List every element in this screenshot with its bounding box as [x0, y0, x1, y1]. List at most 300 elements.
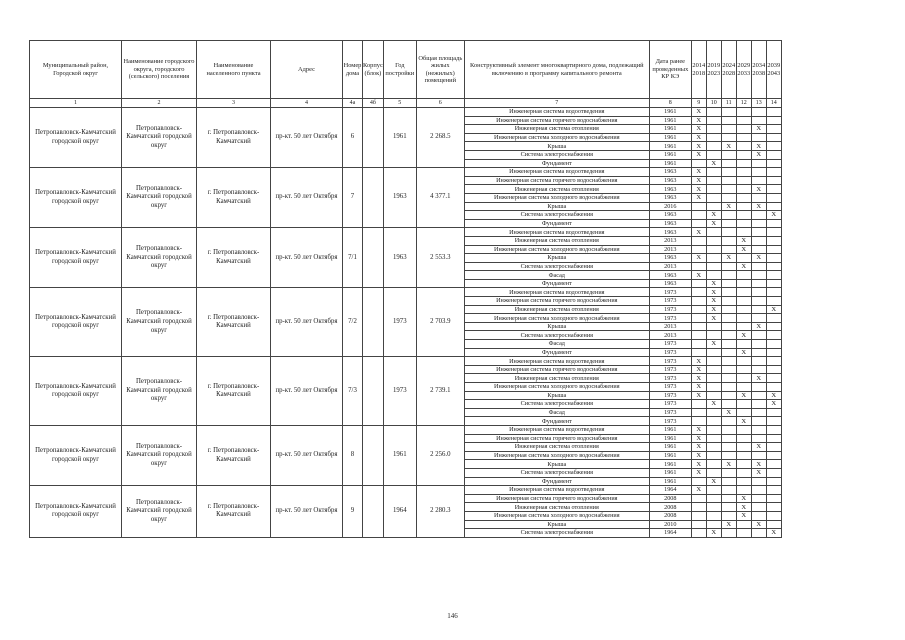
x-mark: X [756, 185, 762, 193]
header-address: Адрес [271, 41, 343, 99]
house-address: пр-кт. 50 лет Октября [271, 288, 343, 357]
period-mark-cell [721, 425, 736, 434]
period-mark-cell [751, 245, 766, 254]
period-mark-cell [721, 176, 736, 185]
period-mark-cell [721, 468, 736, 477]
period-mark-cell [736, 494, 751, 503]
period-mark-cell [751, 193, 766, 202]
header-district: Муниципальный район, Городской округ [30, 41, 122, 99]
house-district: Петропавловск-Камчатский городской округ [30, 288, 122, 357]
period-mark-cell [721, 417, 736, 426]
house-settlement: Петропавловск-Камчатский городской округ [122, 228, 197, 288]
element-last-repair-date: 1963 [649, 176, 691, 185]
period-mark-cell [766, 176, 781, 185]
element-last-repair-date: 1973 [649, 408, 691, 417]
period-mark-cell [766, 494, 781, 503]
period-mark-cell [706, 451, 721, 460]
element-name: Инженерная система отопления [464, 236, 649, 245]
period-mark-cell [736, 529, 751, 538]
period-mark-cell [721, 262, 736, 271]
element-name: Инженерная система водоотведения [464, 486, 649, 495]
period-mark-cell [706, 520, 721, 529]
period-mark-cell [721, 331, 736, 340]
element-last-repair-date: 1963 [649, 168, 691, 177]
header-period-2034-2038: 2034 2038 [751, 41, 766, 99]
period-mark-cell [706, 116, 721, 125]
period-mark-cell [706, 365, 721, 374]
x-mark: X [771, 305, 777, 313]
period-mark-cell [751, 400, 766, 409]
element-name: Инженерная система отопления [464, 374, 649, 383]
period-mark-cell [766, 468, 781, 477]
element-name: Инженерная система холодного водоснабжения [464, 193, 649, 202]
x-mark: X [696, 116, 702, 124]
period-mark-cell [751, 331, 766, 340]
x-mark: X [696, 151, 702, 159]
period-mark-cell [751, 202, 766, 211]
period-mark-cell [751, 451, 766, 460]
period-mark-cell [721, 288, 736, 297]
period-mark-cell [736, 254, 751, 263]
period-mark-cell [736, 391, 751, 400]
period-mark-cell [751, 383, 766, 392]
period-mark-cell [751, 142, 766, 151]
period-mark-cell [691, 271, 706, 280]
period-mark-cell [721, 142, 736, 151]
x-mark: X [771, 529, 777, 537]
period-mark-cell [706, 279, 721, 288]
period-mark-cell [736, 245, 751, 254]
header-year: Год постройки [383, 41, 416, 99]
period-mark-cell [691, 434, 706, 443]
element-last-repair-date: 1963 [649, 193, 691, 202]
house-area: 2 739.1 [416, 357, 464, 426]
period-mark-cell [721, 400, 736, 409]
element-last-repair-date: 1973 [649, 374, 691, 383]
period-mark-cell [706, 383, 721, 392]
period-mark-cell [751, 520, 766, 529]
period-mark-cell [766, 142, 781, 151]
table-row [30, 425, 782, 434]
period-mark-cell [691, 408, 706, 417]
table-row [30, 108, 782, 117]
period-mark-cell [751, 348, 766, 357]
period-mark-cell [706, 529, 721, 538]
column-number: 5 [383, 99, 416, 108]
element-name: Инженерная система горячего водоснабжения [464, 116, 649, 125]
period-mark-cell [691, 357, 706, 366]
period-mark-cell [751, 254, 766, 263]
x-mark: X [741, 417, 747, 425]
house-year: 1963 [383, 228, 416, 288]
element-name: Фасад [464, 271, 649, 280]
period-mark-cell [721, 365, 736, 374]
house-settlement: Петропавловск-Камчатский городской округ [122, 486, 197, 538]
period-mark-cell [691, 443, 706, 452]
element-name: Инженерная система горячего водоснабжения [464, 297, 649, 306]
x-mark: X [711, 477, 717, 485]
element-name: Инженерная система отопления [464, 443, 649, 452]
house-block [363, 486, 384, 538]
period-mark-cell [736, 331, 751, 340]
period-mark-cell [691, 365, 706, 374]
house-district: Петропавловск-Камчатский городской округ [30, 357, 122, 426]
period-mark-cell [751, 443, 766, 452]
period-mark-cell [751, 125, 766, 134]
period-mark-cell [706, 271, 721, 280]
house-number: 6 [343, 108, 363, 168]
period-mark-cell [721, 383, 736, 392]
period-mark-cell [721, 159, 736, 168]
x-mark: X [696, 469, 702, 477]
period-mark-cell [721, 520, 736, 529]
house-year: 1964 [383, 486, 416, 538]
house-year: 1973 [383, 288, 416, 357]
element-name: Инженерная система водоотведения [464, 288, 649, 297]
element-name: Крыша [464, 202, 649, 211]
period-mark-cell [751, 159, 766, 168]
x-mark: X [696, 228, 702, 236]
period-mark-cell [706, 297, 721, 306]
period-mark-cell [691, 108, 706, 117]
house-district: Петропавловск-Камчатский городской округ [30, 228, 122, 288]
house-year: 1963 [383, 168, 416, 228]
period-mark-cell [751, 108, 766, 117]
x-mark: X [696, 366, 702, 374]
element-name: Крыша [464, 322, 649, 331]
period-mark-cell [721, 133, 736, 142]
period-mark-cell [721, 477, 736, 486]
period-mark-cell [721, 348, 736, 357]
column-number: 6 [416, 99, 464, 108]
period-mark-cell [751, 408, 766, 417]
x-mark: X [711, 400, 717, 408]
element-name: Крыша [464, 460, 649, 469]
element-last-repair-date: 1973 [649, 417, 691, 426]
element-name: Инженерная система отопления [464, 305, 649, 314]
x-mark: X [696, 168, 702, 176]
element-last-repair-date: 1964 [649, 529, 691, 538]
header-settlement: Наименование городского округа, городского (сельского) поселения [122, 41, 197, 99]
period-mark-cell [766, 443, 781, 452]
period-mark-cell [706, 477, 721, 486]
period-mark-cell [721, 211, 736, 220]
table-row [30, 168, 782, 177]
period-mark-cell [721, 374, 736, 383]
element-name: Инженерная система водоотведения [464, 357, 649, 366]
x-mark: X [711, 211, 717, 219]
house-year: 1961 [383, 425, 416, 485]
element-last-repair-date: 2013 [649, 262, 691, 271]
period-mark-cell [691, 400, 706, 409]
x-mark: X [696, 443, 702, 451]
period-mark-cell [766, 236, 781, 245]
period-mark-cell [766, 262, 781, 271]
period-mark-cell [751, 460, 766, 469]
house-block [363, 228, 384, 288]
house-number: 9 [343, 486, 363, 538]
period-mark-cell [736, 219, 751, 228]
element-last-repair-date: 1961 [649, 468, 691, 477]
period-mark-cell [706, 503, 721, 512]
period-mark-cell [721, 245, 736, 254]
period-mark-cell [691, 520, 706, 529]
period-mark-cell [766, 254, 781, 263]
x-mark: X [696, 142, 702, 150]
element-name: Фасад [464, 340, 649, 349]
x-mark: X [696, 194, 702, 202]
header-period-2024-2028: 2024 2028 [721, 41, 736, 99]
header-house-number: Номер дома [343, 41, 363, 99]
x-mark: X [741, 512, 747, 520]
period-mark-cell [766, 434, 781, 443]
header-locality: Наименование населенного пункта [197, 41, 271, 99]
element-last-repair-date: 1964 [649, 486, 691, 495]
period-mark-cell [706, 443, 721, 452]
period-mark-cell [736, 159, 751, 168]
element-last-repair-date: 2008 [649, 511, 691, 520]
period-mark-cell [751, 434, 766, 443]
period-mark-cell [706, 374, 721, 383]
element-name: Система электроснабжения [464, 529, 649, 538]
period-mark-cell [766, 271, 781, 280]
column-number: 4 [271, 99, 343, 108]
period-mark-cell [721, 340, 736, 349]
element-name: Крыша [464, 520, 649, 529]
period-mark-cell [706, 150, 721, 159]
period-mark-cell [691, 477, 706, 486]
element-name: Фасад [464, 408, 649, 417]
element-last-repair-date: 2008 [649, 503, 691, 512]
period-mark-cell [751, 486, 766, 495]
element-name: Инженерная система горячего водоснабжения [464, 494, 649, 503]
period-mark-cell [751, 529, 766, 538]
house-district: Петропавловск-Камчатский городской округ [30, 486, 122, 538]
house-locality: г. Петропавловск-Камчатский [197, 288, 271, 357]
period-mark-cell [706, 340, 721, 349]
period-mark-cell [751, 468, 766, 477]
header-element: Конструктивный элемент многоквартирного дома, подлежащий включению в программу капитального ремонта [464, 41, 649, 99]
period-mark-cell [706, 417, 721, 426]
period-mark-cell [736, 142, 751, 151]
period-mark-cell [706, 219, 721, 228]
element-last-repair-date: 2016 [649, 202, 691, 211]
period-mark-cell [736, 451, 751, 460]
period-mark-cell [721, 271, 736, 280]
element-last-repair-date: 1963 [649, 279, 691, 288]
period-mark-cell [721, 236, 736, 245]
period-mark-cell [736, 262, 751, 271]
period-mark-cell [736, 434, 751, 443]
x-mark: X [696, 125, 702, 133]
house-number: 7/1 [343, 228, 363, 288]
period-mark-cell [691, 503, 706, 512]
x-mark: X [741, 262, 747, 270]
period-mark-cell [736, 202, 751, 211]
x-mark: X [726, 520, 732, 528]
period-mark-cell [721, 305, 736, 314]
column-number: 3 [197, 99, 271, 108]
x-mark: X [696, 108, 702, 116]
period-mark-cell [706, 314, 721, 323]
period-mark-cell [706, 460, 721, 469]
period-mark-cell [691, 460, 706, 469]
period-mark-cell [766, 511, 781, 520]
period-mark-cell [721, 279, 736, 288]
period-mark-cell [721, 219, 736, 228]
period-mark-cell [706, 468, 721, 477]
period-mark-cell [736, 340, 751, 349]
column-number: 7 [464, 99, 649, 108]
period-mark-cell [736, 348, 751, 357]
element-name: Инженерная система отопления [464, 503, 649, 512]
period-mark-cell [736, 314, 751, 323]
period-mark-cell [691, 279, 706, 288]
x-mark: X [726, 202, 732, 210]
period-mark-cell [766, 451, 781, 460]
x-mark: X [696, 357, 702, 365]
house-address: пр-кт. 50 лет Октября [271, 486, 343, 538]
period-mark-cell [736, 443, 751, 452]
house-number: 7 [343, 168, 363, 228]
period-mark-cell [736, 417, 751, 426]
element-name: Инженерная система отопления [464, 185, 649, 194]
x-mark: X [756, 520, 762, 528]
house-area: 2 280.3 [416, 486, 464, 538]
period-mark-cell [706, 159, 721, 168]
period-mark-cell [691, 529, 706, 538]
x-mark: X [741, 348, 747, 356]
period-mark-cell [721, 314, 736, 323]
period-mark-cell [706, 245, 721, 254]
element-last-repair-date: 1973 [649, 348, 691, 357]
element-name: Инженерная система водоотведения [464, 228, 649, 237]
period-mark-cell [766, 425, 781, 434]
element-last-repair-date: 1963 [649, 219, 691, 228]
period-mark-cell [736, 408, 751, 417]
period-mark-cell [736, 365, 751, 374]
period-mark-cell [691, 236, 706, 245]
period-mark-cell [706, 185, 721, 194]
period-mark-cell [691, 417, 706, 426]
house-block [363, 168, 384, 228]
x-mark: X [741, 391, 747, 399]
x-mark: X [726, 409, 732, 417]
x-mark: X [756, 443, 762, 451]
house-area: 2 703.9 [416, 288, 464, 357]
element-last-repair-date: 1961 [649, 125, 691, 134]
period-mark-cell [736, 383, 751, 392]
element-last-repair-date: 1961 [649, 133, 691, 142]
period-mark-cell [736, 133, 751, 142]
period-mark-cell [721, 116, 736, 125]
period-mark-cell [706, 262, 721, 271]
element-last-repair-date: 1963 [649, 211, 691, 220]
element-name: Инженерная система холодного водоснабжения [464, 314, 649, 323]
x-mark: X [726, 142, 732, 150]
element-last-repair-date: 1963 [649, 271, 691, 280]
element-name: Инженерная система холодного водоснабжения [464, 511, 649, 520]
period-mark-cell [751, 494, 766, 503]
house-year: 1961 [383, 108, 416, 168]
period-mark-cell [766, 400, 781, 409]
column-number: 1 [30, 99, 122, 108]
repair-program-table [29, 40, 782, 538]
period-mark-cell [691, 383, 706, 392]
house-district: Петропавловск-Камчатский городской округ [30, 168, 122, 228]
period-mark-cell [766, 245, 781, 254]
period-mark-cell [751, 211, 766, 220]
house-settlement: Петропавловск-Камчатский городской округ [122, 168, 197, 228]
x-mark: X [696, 452, 702, 460]
period-mark-cell [766, 322, 781, 331]
x-mark: X [771, 391, 777, 399]
period-mark-cell [706, 202, 721, 211]
period-mark-cell [766, 331, 781, 340]
period-mark-cell [706, 193, 721, 202]
house-locality: г. Петропавловск-Камчатский [197, 425, 271, 485]
period-mark-cell [766, 383, 781, 392]
period-mark-cell [736, 288, 751, 297]
period-mark-cell [721, 254, 736, 263]
period-mark-cell [721, 529, 736, 538]
period-mark-cell [691, 331, 706, 340]
period-mark-cell [766, 228, 781, 237]
period-mark-cell [736, 374, 751, 383]
element-name: Инженерная система холодного водоснабжения [464, 245, 649, 254]
period-mark-cell [766, 529, 781, 538]
table-row [30, 288, 782, 297]
period-mark-cell [706, 331, 721, 340]
element-name: Система электроснабжения [464, 400, 649, 409]
header-row [30, 41, 782, 99]
period-mark-cell [706, 288, 721, 297]
period-mark-cell [721, 125, 736, 134]
x-mark: X [696, 134, 702, 142]
house-locality: г. Петропавловск-Камчатский [197, 108, 271, 168]
period-mark-cell [721, 503, 736, 512]
x-mark: X [741, 245, 747, 253]
element-last-repair-date: 1973 [649, 400, 691, 409]
house-block [363, 108, 384, 168]
x-mark: X [756, 469, 762, 477]
house-locality: г. Петропавловск-Камчатский [197, 228, 271, 288]
period-mark-cell [691, 176, 706, 185]
period-mark-cell [721, 486, 736, 495]
x-mark: X [711, 288, 717, 296]
house-settlement: Петропавловск-Камчатский городской округ [122, 425, 197, 485]
period-mark-cell [766, 460, 781, 469]
period-mark-cell [766, 219, 781, 228]
x-mark: X [711, 280, 717, 288]
element-last-repair-date: 1961 [649, 150, 691, 159]
period-mark-cell [736, 176, 751, 185]
x-mark: X [771, 400, 777, 408]
period-mark-cell [736, 185, 751, 194]
house-locality: г. Петропавловск-Камчатский [197, 486, 271, 538]
period-mark-cell [751, 176, 766, 185]
period-mark-cell [751, 340, 766, 349]
period-mark-cell [766, 125, 781, 134]
x-mark: X [726, 254, 732, 262]
x-mark: X [756, 151, 762, 159]
period-mark-cell [706, 176, 721, 185]
period-mark-cell [706, 511, 721, 520]
column-number: 4а [343, 99, 363, 108]
period-mark-cell [721, 357, 736, 366]
element-last-repair-date: 1961 [649, 451, 691, 460]
element-last-repair-date: 1961 [649, 108, 691, 117]
